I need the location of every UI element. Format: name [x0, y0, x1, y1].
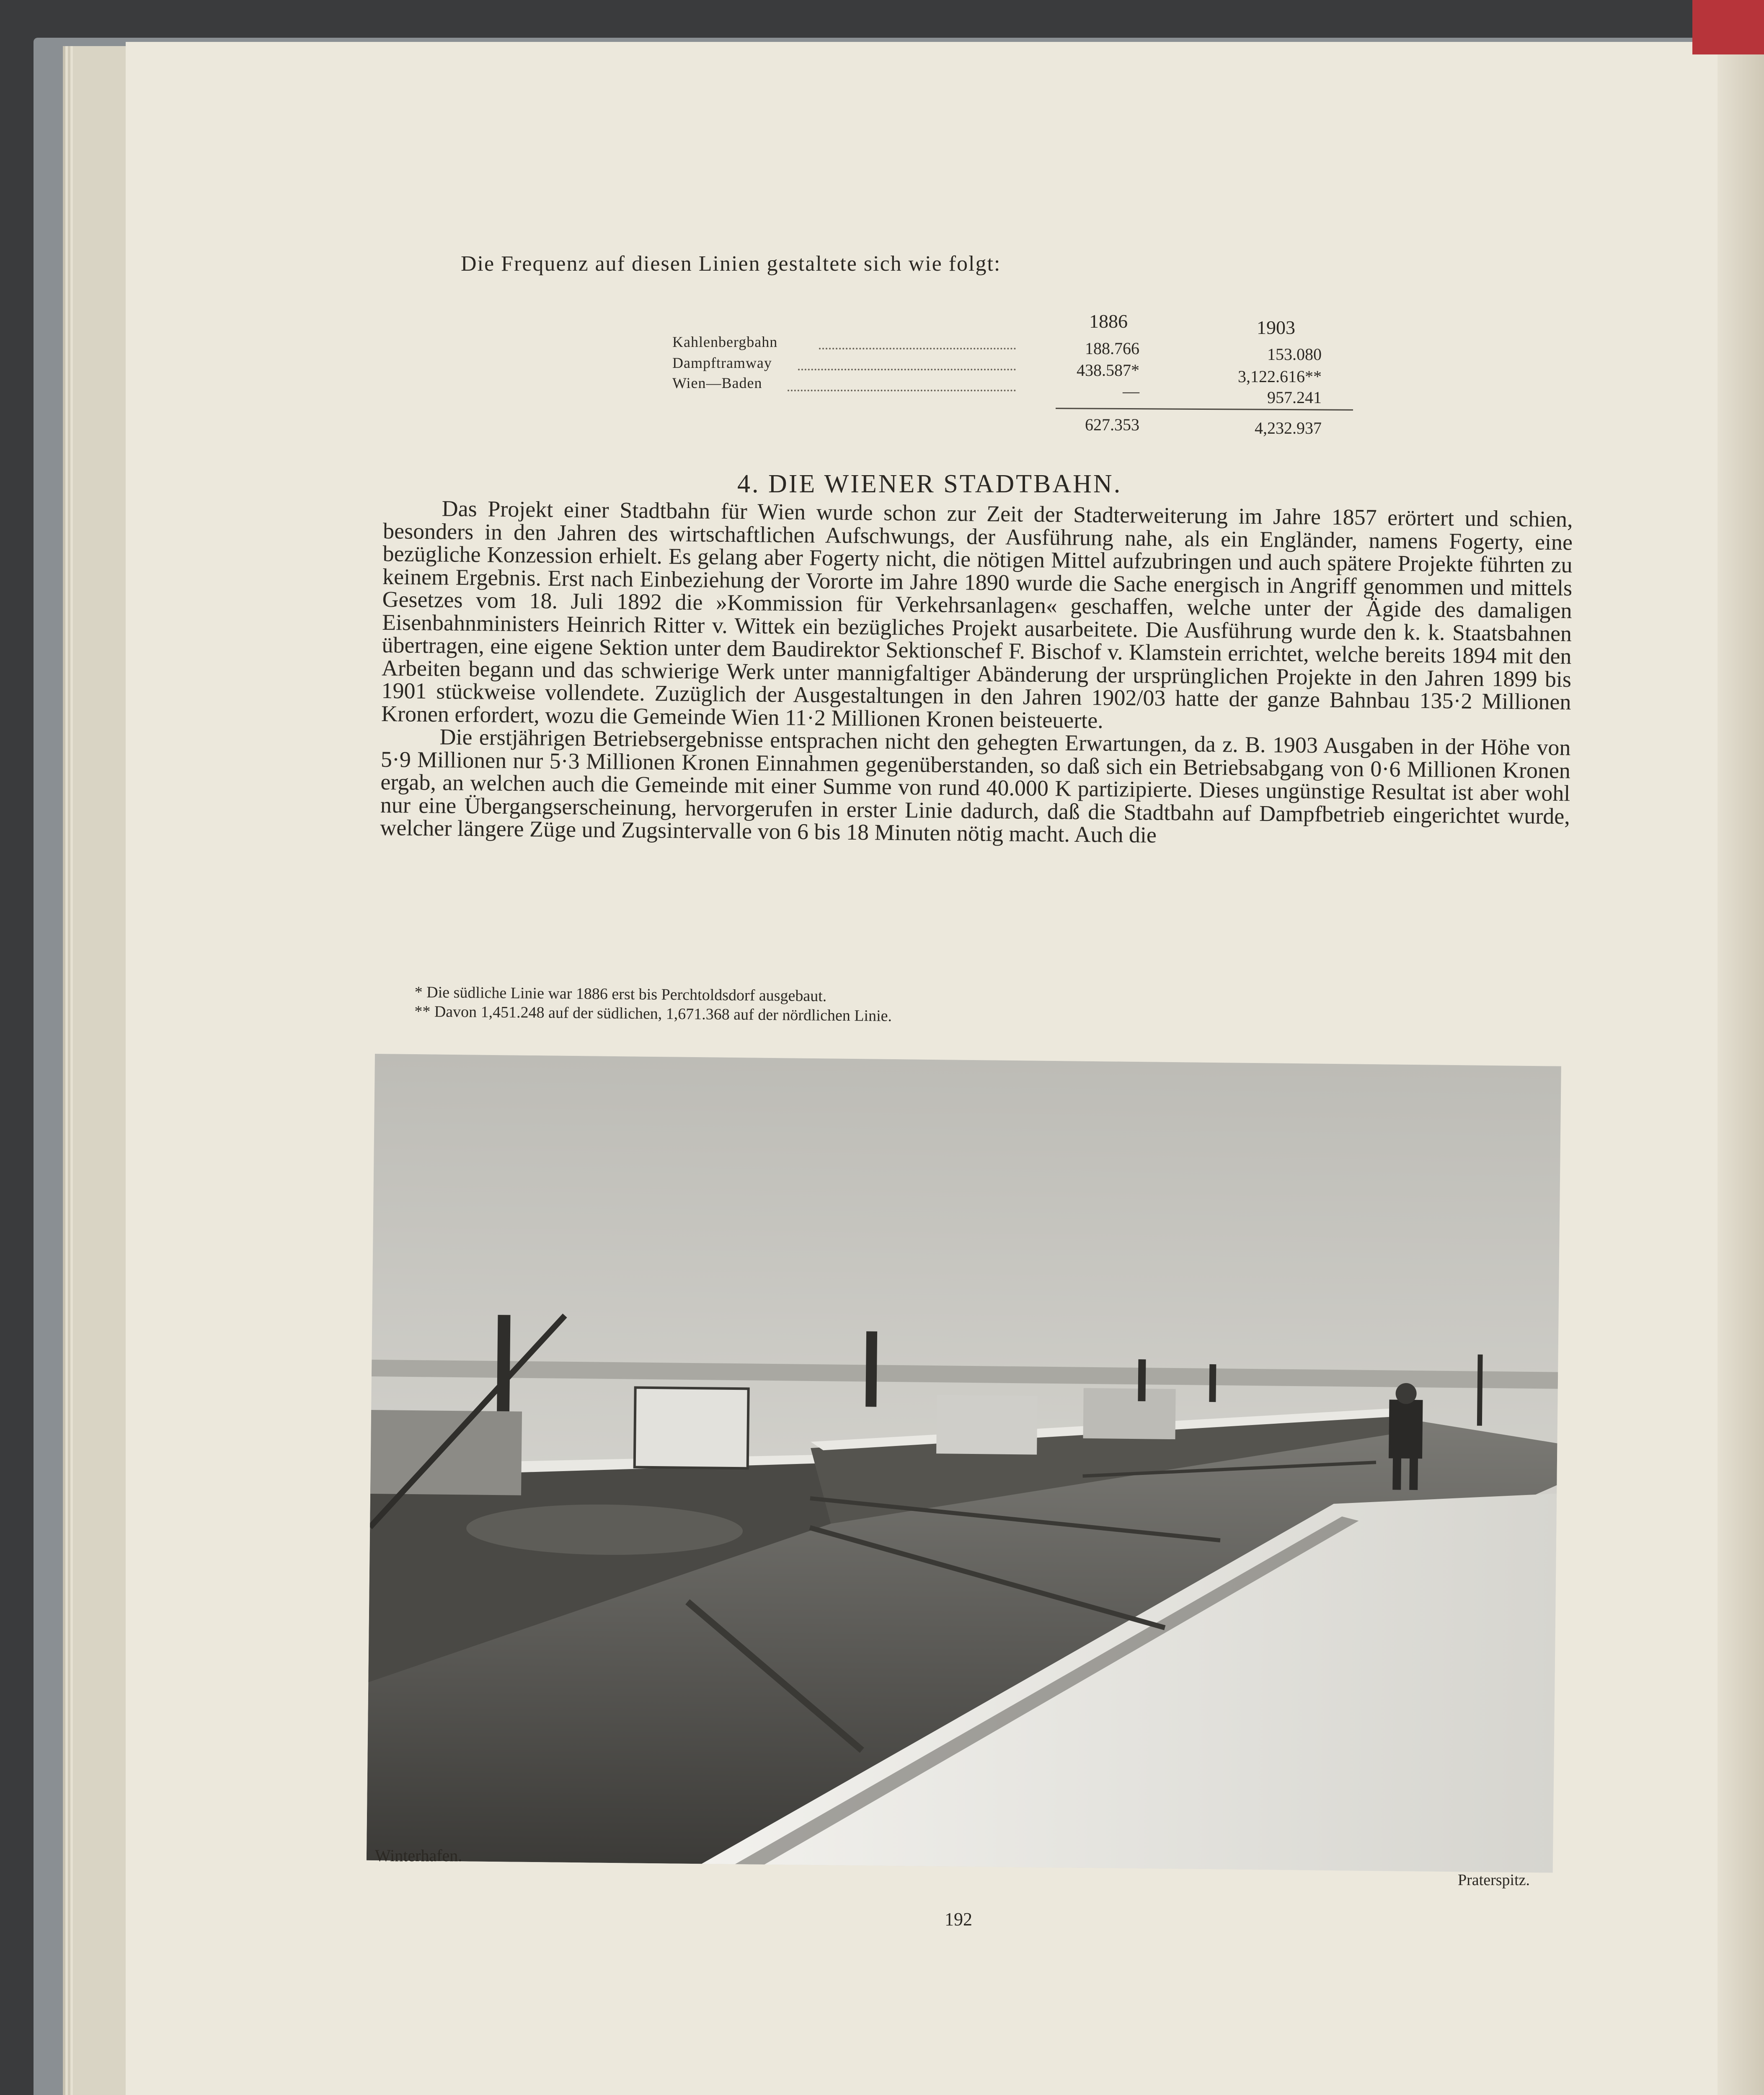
photo-illustration [367, 1054, 1561, 1873]
cell-total-1886: 627.353 [1085, 415, 1139, 434]
photograph-winter-harbour [367, 1054, 1561, 1873]
year-header-1903: 1903 [1257, 317, 1295, 338]
cell-dampftramway-1903: 3,122.616** [1238, 367, 1322, 386]
cell-kahlenbergbahn-1903: 153.080 [1267, 345, 1322, 364]
bookmark-ribbon [1692, 0, 1764, 54]
footnote: ** Davon 1,451.248 auf der südlichen, 1,671.368 auf der nördlichen Linie. [414, 1002, 892, 1025]
paragraph: Die erstjährigen Betriebsergebnisse entsprachen nicht den gehegten Erwartungen, da z. B. 1903 Ausgaben in der Höhe von 5·9 Millionen nur 5·3 Millionen Kronen Einnahmen gegenüberstanden, so daß sich ein Betriebsabgang von 0·6 Millionen Kronen ergab, an welchen auch die Gemeinde mit einer Summe von rund 40.000 K partizipierte. Dieses ungünstige Resultat ist aber wohl nur eine Übergangserscheinung, hervorgerufen in erster Linie dadurch, daß die Stadtbahn auf Dampfbetrieb eingerichtet wurde, welcher längere Züge und Zugsintervalle von 6 bis 18 Minuten nötig macht. Auch die [380, 724, 1571, 848]
section-title: 4. DIE WIENER STADTBAHN. [737, 470, 1122, 498]
row-label-wien-baden: Wien—Baden [672, 375, 762, 391]
cell-total-1903: 4,232.937 [1255, 419, 1322, 437]
facing-page-edge [1718, 42, 1764, 2095]
leader-dots [788, 390, 1016, 391]
cell-kahlenbergbahn-1886: 188.766 [1085, 339, 1139, 358]
cell-wien-baden-1903: 957.241 [1267, 388, 1322, 407]
row-label-kahlenbergbahn: Kahlenbergbahn [672, 334, 778, 350]
year-header-1886: 1886 [1089, 310, 1128, 332]
cell-wien-baden-1886: — [1123, 382, 1139, 401]
cell-dampftramway-1886: 438.587* [1077, 361, 1139, 380]
paragraph: Das Projekt einer Stadtbahn für Wien wurde schon zur Zeit der Stadterweiterung im Jahre 1857 erörtert und schien, besonders in den Jahren des wirtschaftlichen Aufschwungs, der Ausführung nahe, als ein Engländer, namens Fogerty, eine bezügliche Konzession erhielt. Es gelang aber Fogerty nicht, die nötigen Mittel aufzubringen und auch spätere Projekte führten zu keinem Ergebnis. Erst nach Einbeziehung der Vororte im Jahre 1890 wurde die Sache energisch in Angriff genommen und mittels Gesetzes vom 18. Juli 1892 die »Kommission für Verkehrsanlagen« geschaffen, welche unter der Ägide des damaligen Eisenbahnministers Heinrich Ritter v. Wittek ein bezügliches Projekt ausarbeitete. Die Ausführung wurde den k. k. Staatsbahnen übertragen, eine eigene Sektion unter dem Baudirektor Sektionschef F. Bischof v. Klamstein errichtet, welche bereits 1894 mit den Arbeiten begann und das schwierige Werk unter mannigfaltiger Abänderung der ursprünglichen Projekte in den Jahren 1899 bis 1901 stückweise vollendete. Zuzüglich der Ausgestaltungen in den Jahren 1902/03 hatte der ganze Bahnbau 135·2 Millionen Kronen erfordert, wozu die Gemeinde Wien 11·2 Millionen Kronen beisteuerte. [381, 496, 1573, 733]
footnote: * Die südliche Linie war 1886 erst bis Perchtoldsdorf ausgebaut. [414, 983, 827, 1005]
row-label-dampftramway: Dampftramway [672, 354, 772, 371]
page-number: 192 [945, 1909, 972, 1929]
caption-right: Praterspitz. [1458, 1871, 1530, 1889]
body-text [380, 497, 1573, 851]
leader-dots [798, 369, 1016, 370]
caption-left: Winterhafen. [375, 1846, 462, 1865]
intro-sentence: Die Frequenz auf diesen Linien gestaltete sich wie folgt: [461, 252, 1001, 276]
leader-dots [819, 348, 1016, 349]
